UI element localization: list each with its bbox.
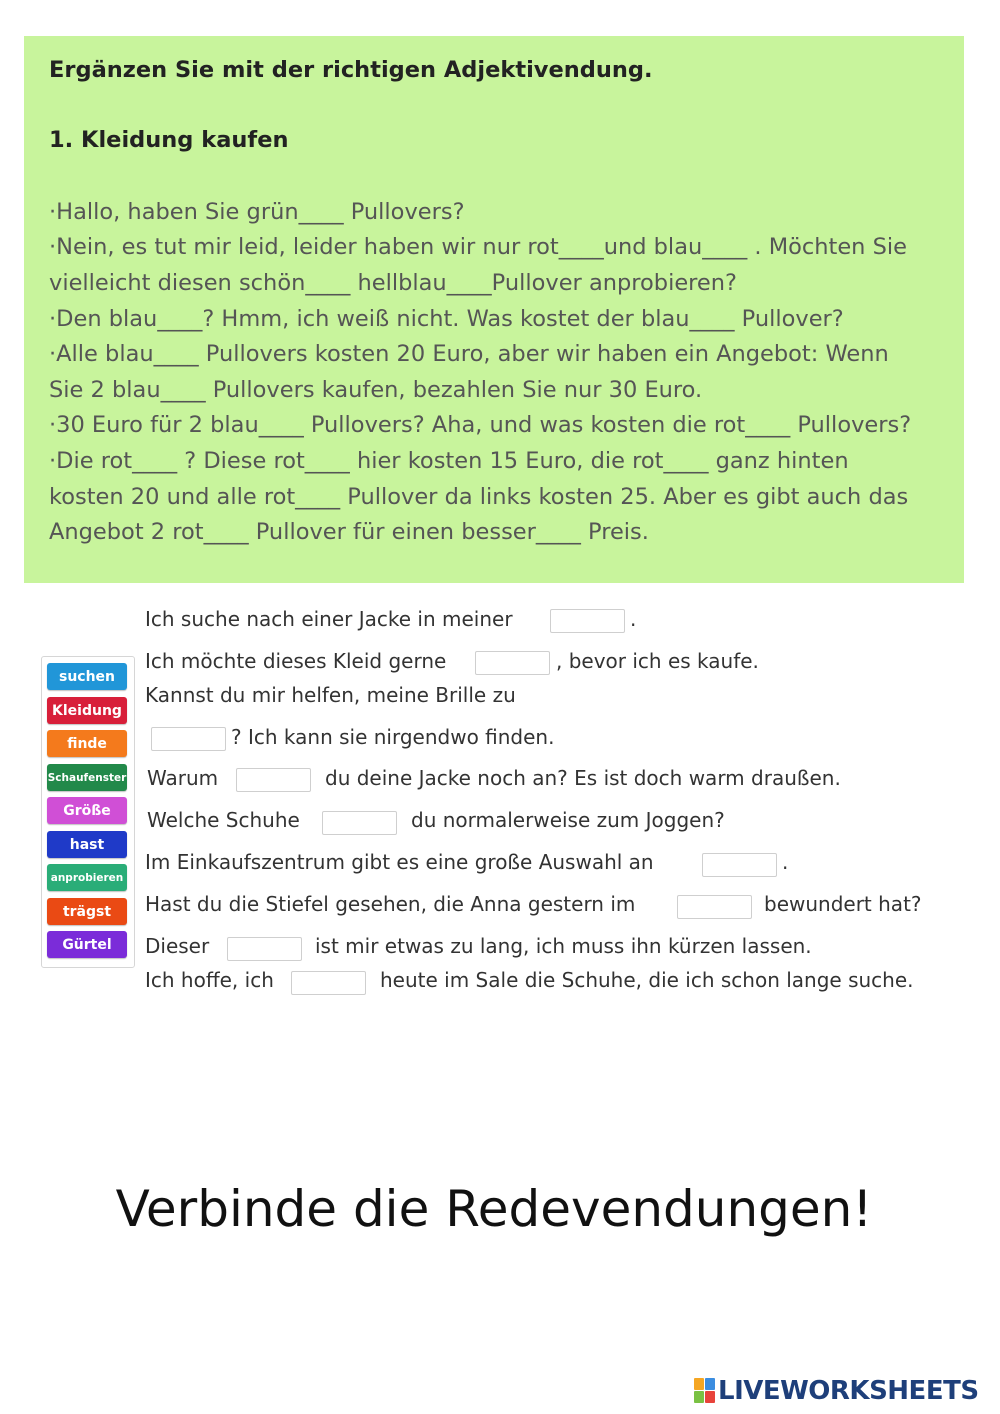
sentence-4-text: Warum (147, 766, 219, 790)
drop-blank-2[interactable] (475, 651, 550, 675)
word-bank (41, 656, 135, 968)
drop-blank-3[interactable] (151, 727, 226, 751)
drop-blank-4[interactable] (236, 768, 311, 792)
drop-blank-8[interactable] (227, 937, 302, 961)
sentence-3-text: Kannst du mir helfen, meine Brille zu (145, 683, 516, 707)
exercise-line: ·Den blau____? Hmm, ich weiß nicht. Was kostet der blau____ Pullover? (49, 306, 844, 332)
exercise-instruction: Ergänzen Sie mit der richtigen Adjektivendung. (49, 57, 653, 83)
logo-square (694, 1391, 704, 1403)
word-tile-hast[interactable]: hast (47, 831, 127, 858)
sentence-9-end: heute im Sale die Schuhe, die ich schon lange suche. (380, 968, 914, 992)
word-tile-suchen[interactable]: suchen (47, 663, 127, 690)
sentence-6-text: Im Einkaufszentrum gibt es eine große Auswahl an (145, 850, 654, 874)
sentence-6-end: . (782, 850, 789, 874)
exercise-line: ·30 Euro für 2 blau____ Pullovers? Aha, und was kosten die rot____ Pullovers? (49, 412, 912, 438)
sentence-8-end: ist mir etwas zu lang, ich muss ihn kürzen lassen. (315, 934, 812, 958)
exercise-line: ·Nein, es tut mir leid, leider haben wir nur rot____und blau____ . Möchten Sie (49, 234, 907, 260)
drop-blank-5[interactable] (322, 811, 397, 835)
drop-blank-7[interactable] (677, 895, 752, 919)
sentence-4-end: du deine Jacke noch an? Es ist doch warm draußen. (325, 766, 841, 790)
word-tile-kleidung[interactable]: Kleidung (47, 697, 127, 724)
sentence-9-text: Ich hoffe, ich (145, 968, 274, 992)
sentence-2-end: , bevor ich es kaufe. (556, 649, 759, 673)
sentence-7-text: Hast du die Stiefel gesehen, die Anna gestern im (145, 892, 636, 916)
liveworksheets-logo (694, 1374, 979, 1408)
exercise-line: ·Alle blau____ Pullovers kosten 20 Euro, aber wir haben ein Angebot: Wenn (49, 341, 889, 367)
sentence-8-text: Dieser (145, 934, 210, 958)
word-tile-traegst[interactable]: trägst (47, 898, 127, 925)
exercise-line: Angebot 2 rot____ Pullover für einen besser____ Preis. (49, 519, 649, 545)
logo-mark-icon (694, 1378, 716, 1404)
logo-text: LIVEWORKSHEETS (718, 1376, 979, 1406)
drop-blank-6[interactable] (702, 853, 777, 877)
sentence-2-text: Ich möchte dieses Kleid gerne (145, 649, 447, 673)
section-title: 1. Kleidung kaufen (49, 127, 289, 153)
logo-square (705, 1391, 715, 1403)
exercise-line: ·Die rot____ ? Diese rot____ hier kosten 15 Euro, die rot____ ganz hinten (49, 448, 849, 474)
exercise-line: ·Hallo, haben Sie grün____ Pullovers? (49, 199, 465, 225)
sentence-5-text: Welche Schuhe (147, 808, 300, 832)
section-2-heading: Verbinde die Redevendungen! (115, 1180, 873, 1238)
exercise-line: vielleicht diesen schön____ hellblau____Pullover anprobieren? (49, 270, 737, 296)
word-tile-finde[interactable]: finde (47, 730, 127, 757)
word-tile-schaufenster[interactable]: Schaufenster (47, 764, 127, 791)
exercise-line: Sie 2 blau____ Pullovers kaufen, bezahlen Sie nur 30 Euro. (49, 377, 703, 403)
sentence-3-end: ? Ich kann sie nirgendwo finden. (231, 725, 555, 749)
sentence-1-end: . (630, 607, 637, 631)
sentence-1-text: Ich suche nach einer Jacke in meiner (145, 607, 513, 631)
word-tile-groesse[interactable]: Größe (47, 797, 127, 824)
drop-blank-1[interactable] (550, 609, 625, 633)
word-tile-guertel[interactable]: Gürtel (47, 931, 127, 958)
drop-blank-9[interactable] (291, 971, 366, 995)
exercise-line: kosten 20 und alle rot____ Pullover da links kosten 25. Aber es gibt auch das (49, 484, 909, 510)
sentence-7-end: bewundert hat? (764, 892, 922, 916)
logo-square (694, 1378, 704, 1390)
sentence-5-end: du normalerweise zum Joggen? (411, 808, 725, 832)
logo-square (705, 1378, 715, 1390)
word-tile-anprobieren[interactable]: anprobieren (47, 864, 127, 891)
